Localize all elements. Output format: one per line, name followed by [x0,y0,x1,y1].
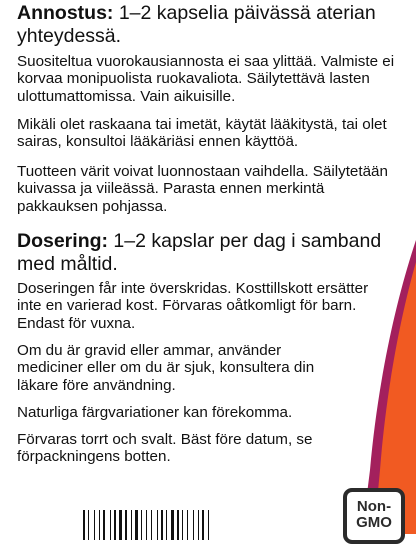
sv-dosage-label: Dosering: [17,230,109,252]
barcode-bar [151,510,152,540]
fi-paragraph-3: Tuotteen värit voivat luonnostaan vaihdella. Säilytetään kuivassa ja viileässä. Parasta ennen merkintä pakkauksen pohjassa. [17,163,388,215]
barcode-bar [83,510,85,540]
fi-dosage-text: 1–2 kapselia päivässä aterian yhteydessä. [17,2,376,47]
barcode-bar [161,510,163,540]
barcode-bar [103,510,105,540]
barcode-bar [202,510,204,540]
barcode-bar [119,510,122,540]
fi-paragraph-2: Mikäli olet raskaana tai imetät, käytät lääkitystä, tai olet sairas, konsultoi lääkäriäsi ennen käyttöä. [17,116,387,151]
barcode-bar [114,510,116,540]
barcode-bar [135,510,138,540]
sv-dosage [17,230,385,276]
sv-paragraph-3: Naturliga färgvariationer kan förekomma. [17,404,293,421]
barcode-bar [182,510,183,540]
barcode-bar [141,510,142,540]
non-gmo-line1: Non- [356,498,392,515]
non-gmo-line2: GMO [356,514,392,531]
fi-dosage [17,2,402,48]
barcode-bar [94,510,95,540]
barcode-bar [99,510,100,540]
barcode-bar [208,510,209,540]
sv-paragraph-4: Förvaras torrt och svalt. Bäst före datum, se förpackningens botten. [17,431,313,466]
sv-paragraph-2: Om du är gravid eller ammar, använder mediciner eller om du är sjuk, konsultera din läkare före användning. [17,342,315,394]
barcode-bar [125,510,127,540]
barcode-bar [131,510,132,540]
fi-paragraph-1: Suositeltua vuorokausiannosta ei saa ylittää. Valmiste ei korvaa monipuolista ruokavaliota. Säilytettävä lasten ulottumattomissa. Vain aikuisille. [17,53,395,105]
barcode-bar [157,510,158,540]
barcode [83,510,259,540]
fi-dosage-label: Annostus: [17,2,114,24]
barcode-bar [88,510,89,540]
sv-paragraph-1: Doseringen får inte överskridas. Kosttillskott ersätter inte en varierad kost. Förvaras oåtkomligt för barn. Endast för vuxna. [17,280,369,332]
non-gmo-badge [343,488,405,544]
sv-dosage-text: 1–2 kapslar per dag i samband med måltid. [17,230,382,275]
barcode-bar [193,510,194,540]
barcode-bar [187,510,188,540]
barcode-bar [166,510,167,540]
barcode-bar [110,510,111,540]
barcode-bar [177,510,179,540]
barcode-bar [198,510,199,540]
barcode-bar [171,510,174,540]
barcode-bar [146,510,147,540]
